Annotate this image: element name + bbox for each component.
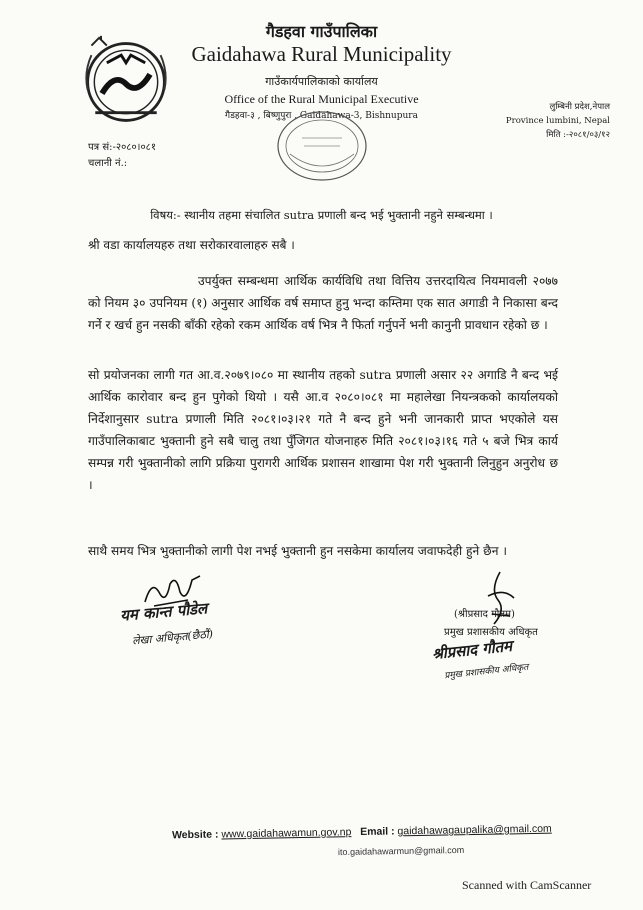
website-link[interactable]: www.gaidahawamun.gov.np [221,826,352,841]
letter-date: मिति :-२०८१/०३/१२ [546,130,610,140]
municipality-name-np: गैडहवा गाउँपालिका [265,22,378,41]
cao-signature [470,570,530,630]
office-name-en: Office of the Rural Municipal Executive [224,92,419,106]
letter-number: पत्र सं:-२०८०।०८१ [88,142,157,153]
office-seal-stamp [272,108,372,186]
footer-contact [172,823,552,842]
cao-title: प्रमुख प्रशासकीय अधिकृत [444,627,538,638]
accounts-officer-name: यम कान्त पौडेल [119,599,208,625]
body-paragraph-3: साथै समय भित्र भुक्तानीको लागी पेश नभई भुक्तानी हुन नसकेमा कार्यालय जवाफदेही हुने छैन । [88,544,507,558]
municipality-name-en: Gaidahawa Rural Municipality [191,42,452,66]
dispatch-number: चलानी नं.: [88,158,128,169]
reference-block [88,140,156,172]
secondary-email: ito.gaidahawarmun@gmail.com [337,844,465,858]
province-date-block [460,100,610,142]
cao-name: (श्रीप्रसाद गौतम) [454,609,515,620]
salutation: श्री वडा कार्यालयहरु तथा सरोकारवालाहरु सबै । [88,238,295,252]
office-name-np: गाउँकार्यपालिकाको कार्यालय [265,75,378,88]
province-en: Province lumbini, Nepal [505,116,610,126]
province-np: लुम्बिनी प्रदेश,नेपाल [549,102,610,112]
body-paragraph-1: उपर्युक्त सम्बन्धमा आर्थिक कार्यविधि तथा वित्तिय उत्तरदायित्व नियमावली २०७७ को नियम ३० उपनियम (१) अनुसार आर्थिक वर्ष समाप्त हुनु भन्दा कम्तिमा एक सात अगाडी नै निकासा बन्द गर्ने र खर्च हुन नसकी बाँकी रहेको रकम आर्थिक वर्ष भित्र नै फिर्ता गर्नुपर्ने भनी कानुनी प्रावधान रहेको छ । [88,274,558,332]
accounts-officer-title: लेखा अधिकृत(छैठौं) [131,627,214,648]
cao-name-stamp: श्रीप्रसाद गौतम [431,636,513,664]
letter-subject: विषय:- स्थानीय तहमा संचालित sutra प्रणाली बन्द भई भुक्तानी नहुने सम्बन्धमा । [150,208,493,222]
cao-title-stamp: प्रमुख प्रशासकीय अधिकृत [443,662,529,682]
office-address: गैडहवा-३ , बिष्णुपुरा , Gaidahawa-3, Bishnupura [225,111,418,121]
scanner-watermark: Scanned with CamScanner [462,878,592,892]
body-paragraph-2: सो प्रयोजनका लागी गत आ.व.२०७९।०८० मा स्थानीय तहको sutra प्रणाली असार २२ अगाडि नै बन्द भई आर्थिक कारोवार बन्द हुन पुगेको थियो । यसै आ.व २०८०।०८१ मा महालेखा नियन्त्रकको कार्यालयको निर्देशानुसार sutra प्रणाली मिति २०८१।०३।२१ गते नै बन्द हुने भनी जानकारी प्राप्त भएकोले यस गाउँपालिकाबाट भुक्तानी हुने सबै चालु तथा पुँजिगत योजनाहरु मिति २०८१।०३।१६ गते ५ बजे भित्र कार्य सम्पन्न गरी भुक्तानीको लागि प्रक्रिया पुरागरी आर्थिक प्रशासन शाखामा पेश गरी भुक्तानी लिनुहुन अनुरोध छ । [88,368,558,492]
email-link[interactable]: gaidahawagaupalika@gmail.com [397,822,552,838]
website-label: Website : [171,828,219,842]
email-label: Email : [360,825,395,839]
